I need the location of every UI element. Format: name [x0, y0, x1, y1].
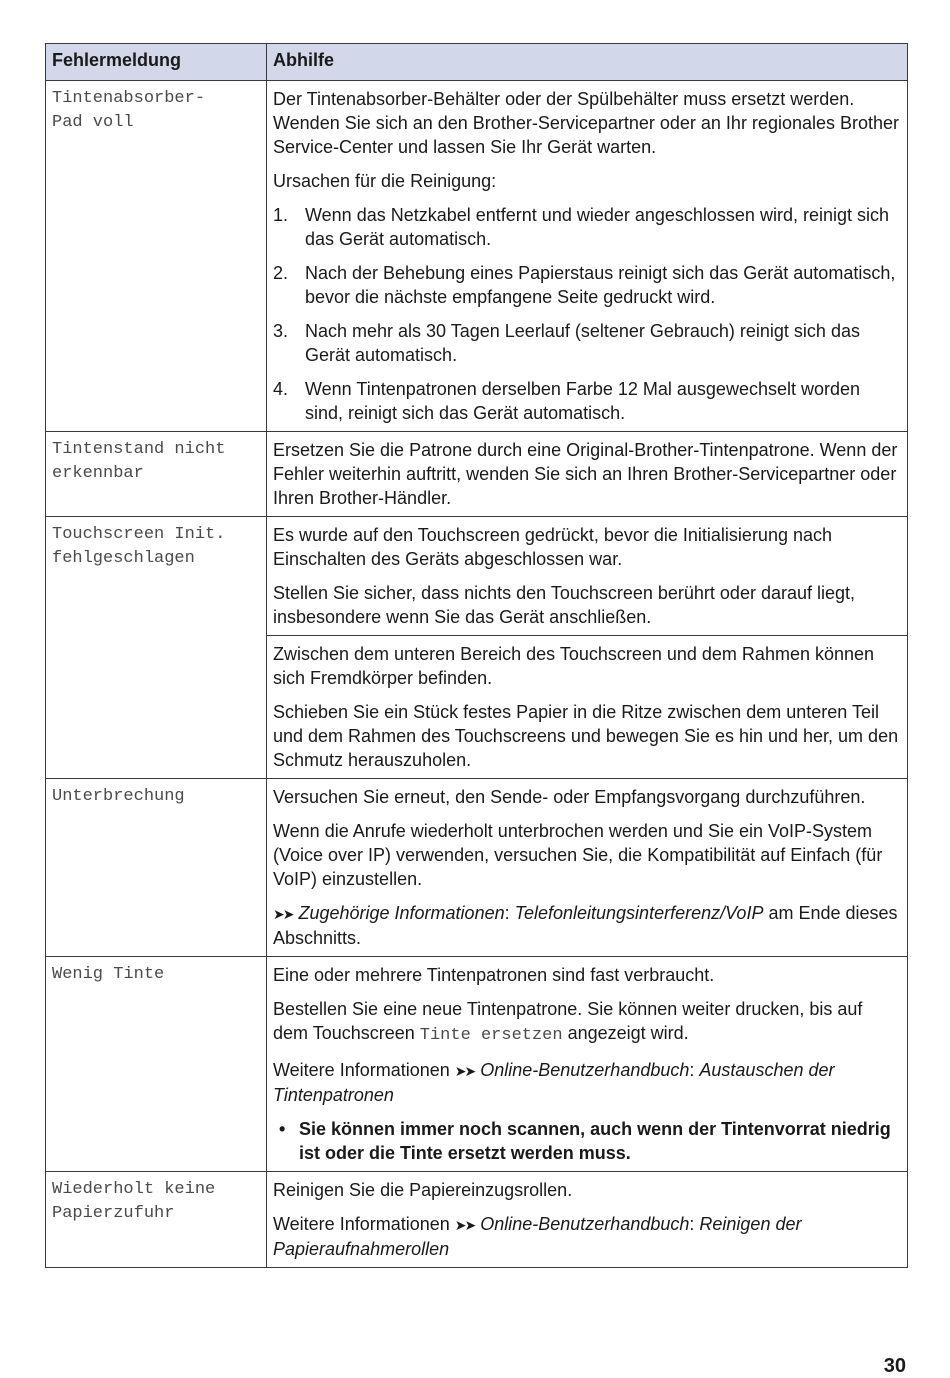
header-fehlermeldung: Fehlermeldung: [46, 44, 267, 81]
error-table: [45, 43, 908, 1268]
remedy-text: Zwischen dem unteren Bereich des Touchscreen und dem Rahmen können sich Fremdkörper befinden.: [273, 644, 875, 688]
remedy-text: Schieben Sie ein Stück festes Papier in die Ritze zwischen dem unteren Teil und dem Rahmen des Touchscreens und bewegen Sie es hin und her, um den Schmutz herauszuholen.: [273, 702, 899, 770]
page-number: 30: [883, 1355, 906, 1377]
remedy-cell: [267, 517, 908, 636]
table-row: [46, 517, 908, 636]
error-message: [46, 432, 267, 517]
remedy-cell: [267, 432, 908, 517]
table-row: [46, 81, 908, 432]
bullet-icon: •: [279, 1119, 286, 1139]
display-message: Tinte ersetzen: [419, 1026, 563, 1045]
table-row: [46, 957, 908, 1172]
remedy-text: Es wurde auf den Touchscreen gedrückt, bevor die Initialisierung nach Einschalten des Geräts abgeschlossen war.: [273, 525, 833, 569]
double-arrow-icon: ➤➤: [454, 1063, 475, 1079]
remedy-text: Versuchen Sie erneut, den Sende- oder Empfangsvorgang durchzuführen.: [273, 787, 866, 807]
error-message: [46, 957, 267, 1172]
remedy-text: Stellen Sie sicher, dass nichts den Touchscreen berührt oder darauf liegt, insbesondere wenn Sie das Gerät anschließen.: [273, 583, 856, 627]
manual-reference: Weitere Informationen ➤➤ Online-Benutzerhandbuch: Reinigen der Papieraufnahmerollen: [273, 1214, 802, 1259]
list-item: 3. Nach mehr als 30 Tagen Leerlauf (seltener Gebrauch) reinigt sich das Gerät automatisch.: [273, 321, 860, 365]
note-bullet: • Sie können immer noch scannen, auch wenn der Tintenvorrat niedrig ist oder die Tinte ersetzt werden muss.: [279, 1119, 891, 1163]
table-row: [46, 779, 908, 957]
related-info-reference: ➤➤ Zugehörige Informationen: Telefonleitungsinterferenz/VoIP am Ende dieses Abschnitts.: [273, 903, 898, 948]
list-item: 1. Wenn das Netzkabel entfernt und wieder angeschlossen wird, reinigt sich das Gerät automatisch.: [273, 205, 889, 249]
remedy-text: Ursachen für die Reinigung:: [273, 171, 497, 191]
double-arrow-icon: ➤➤: [454, 1217, 475, 1233]
error-message-text: Unterbrechung: [52, 787, 185, 806]
reference-link[interactable]: Austauschen der Tintenpatronen: [273, 1060, 835, 1105]
reference-link[interactable]: Reinigen der Papieraufnahmerollen: [273, 1214, 802, 1259]
reference-link[interactable]: Telefonleitungsinterferenz/VoIP: [514, 903, 764, 923]
remedy-text: Eine oder mehrere Tintenpatronen sind fast verbraucht.: [273, 965, 715, 985]
remedy-text: Ersetzen Sie die Patrone durch eine Original-Brother-Tintenpatrone. Wenn der Fehler weiterhin auftritt, wenden Sie sich an Ihren Brother-Servicepartner oder Ihren Brother-Händler.: [273, 440, 898, 508]
list-item: 4. Wenn Tintenpatronen derselben Farbe 12 Mal ausgewechselt worden sind, reinigt sich das Gerät automatisch.: [273, 379, 861, 423]
error-message-text: Tintenabsorber- Pad voll: [52, 89, 206, 132]
error-message: [46, 517, 267, 779]
remedy-cell: [267, 636, 908, 779]
remedy-cell: [267, 779, 908, 957]
remedy-text: Bestellen Sie eine neue Tintenpatrone. Sie können weiter drucken, bis auf dem Touchscreen Tinte ersetzen angezeigt wird.: [273, 999, 863, 1045]
remedy-cell: [267, 1172, 908, 1268]
remedy-cell: [267, 81, 908, 432]
double-arrow-icon: ➤➤: [273, 906, 293, 922]
table-row: [46, 432, 908, 517]
error-message-text: Wiederholt keine Papierzufuhr: [52, 1180, 216, 1223]
error-message-text: Tintenstand nicht erkennbar: [52, 440, 226, 483]
manual-reference: Weitere Informationen ➤➤ Online-Benutzerhandbuch: Austauschen der Tintenpatronen: [273, 1060, 835, 1105]
table-row: [46, 1172, 908, 1268]
table-header-row: [46, 44, 908, 81]
error-message: [46, 1172, 267, 1268]
error-message: [46, 81, 267, 432]
header-abhilfe: Abhilfe: [267, 44, 908, 81]
cleaning-causes-list: [273, 203, 901, 425]
remedy-cell: [267, 957, 908, 1172]
remedy-text: Wenn die Anrufe wiederholt unterbrochen werden und Sie ein VoIP-System (Voice over IP) verwenden, versuchen Sie, die Kompatibilität auf Einfach (für VoIP) einzustellen.: [273, 821, 883, 889]
list-item: 2. Nach der Behebung eines Papierstaus reinigt sich das Gerät automatisch, bevor die nächste empfangene Seite gedruckt wird.: [273, 263, 896, 307]
error-message-text: Touchscreen Init. fehlgeschlagen: [52, 525, 226, 568]
remedy-text: Reinigen Sie die Papiereinzugsrollen.: [273, 1180, 573, 1200]
error-message-text: Wenig Tinte: [52, 965, 165, 984]
error-message: [46, 779, 267, 957]
remedy-text: Der Tintenabsorber-Behälter oder der Spülbehälter muss ersetzt werden. Wenden Sie sich an den Brother-Servicepartner oder an Ihr regionales Brother Service-Center und lassen Sie Ihr Gerät warten.: [273, 89, 900, 157]
